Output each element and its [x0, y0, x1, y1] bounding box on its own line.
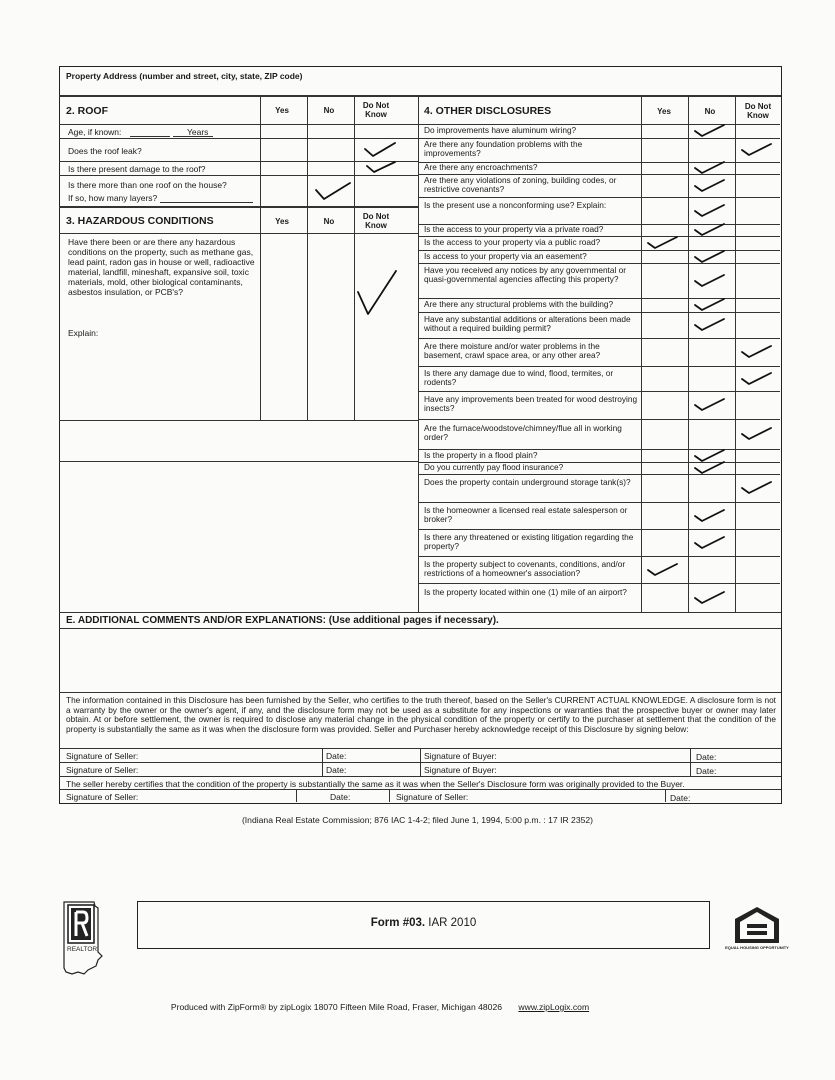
- form-version: IAR 2010: [428, 917, 477, 929]
- seller-date-4[interactable]: Date:: [670, 793, 691, 803]
- roof-layers-check: [313, 180, 353, 202]
- other-question: Is the property located within one (1) mile of an airport?: [424, 586, 627, 597]
- other-answer-check: [645, 560, 683, 580]
- buyer-sig-1[interactable]: Signature of Buyer:: [424, 751, 497, 761]
- other-answer-check: [692, 201, 730, 221]
- row-line: [418, 338, 780, 339]
- roof-q-leak: Does the roof leak?: [68, 146, 142, 156]
- roof-damage-check: [364, 160, 398, 176]
- other-answer-check: [739, 424, 777, 444]
- other-question: Are there any structural problems with the building?: [424, 299, 614, 309]
- seller-sig-2[interactable]: Signature of Seller:: [66, 765, 139, 775]
- other-question: Is access to your property via an easement?: [424, 250, 587, 261]
- other-answer-check: [692, 588, 730, 608]
- other-answer-check: [645, 233, 683, 253]
- seller-date-3[interactable]: Date:: [330, 792, 351, 802]
- col-line: [260, 96, 261, 420]
- equal-housing-logo: [725, 905, 789, 955]
- section-line: [59, 692, 781, 693]
- roof-years-label: Years: [187, 127, 209, 137]
- row-line: [418, 419, 780, 420]
- col-line: [690, 748, 691, 776]
- disclosure-form: [59, 66, 782, 804]
- indiana-realtor-logo: [58, 900, 114, 982]
- row-line: [418, 197, 780, 198]
- other-answer-check: [692, 220, 730, 240]
- other-question: Have any improvements been treated for wood destroying insects?: [424, 394, 638, 414]
- roof-age-label: Age, if known:: [68, 127, 122, 137]
- other-col-no: No: [704, 107, 716, 116]
- buyer-sig-2[interactable]: Signature of Buyer:: [424, 765, 497, 775]
- other-question: Have any substantial additions or alterations been made without a required building permit?: [424, 314, 631, 334]
- divider: [59, 95, 781, 97]
- other-answer-check: [692, 506, 730, 526]
- ziplogix-link[interactable]: www.zipLogix.com: [518, 1002, 590, 1012]
- eho-logo-text: EQUAL HOUSING OPPORTUNITY: [725, 945, 789, 950]
- section-line: [59, 461, 418, 462]
- other-answer-check: [739, 342, 777, 362]
- form-id: [137, 917, 710, 929]
- row-line: [59, 789, 781, 790]
- other-answer-check: [692, 295, 730, 315]
- other-question: Is the property subject to covenants, conditions, and/or restrictions of a homeowner's association?: [424, 558, 626, 578]
- row-line: [59, 233, 418, 234]
- section-line: [59, 612, 781, 613]
- comments-title: E. ADDITIONAL COMMENTS AND/OR EXPLANATIONS: (Use additional pages if necessary).: [66, 615, 499, 626]
- other-question: Is the homeowner a licensed real estate salesperson or broker?: [424, 504, 628, 524]
- other-question: Is the present use a nonconforming use? Explain:: [424, 199, 607, 210]
- row-line: [418, 556, 780, 557]
- form-number: Form #03.: [370, 917, 426, 929]
- other-question: Have you received any notices by any governmental or quasi-governmental agencies affecting this property?: [424, 264, 627, 284]
- row-line: [418, 502, 780, 503]
- col-line: [322, 748, 323, 776]
- section-line: [59, 628, 781, 629]
- other-question: Is there any damage due to wind, flood, termites, or rodents?: [424, 367, 614, 387]
- other-question: Do improvements have aluminum wiring?: [424, 125, 577, 135]
- row-line: [59, 124, 418, 125]
- roof-col-yes: Yes: [275, 106, 289, 115]
- other-question: Is the access to your property via a private road?: [424, 224, 604, 234]
- other-answer-check: [692, 458, 730, 478]
- hazard-col-no: No: [323, 217, 335, 226]
- seller-sig-4[interactable]: Signature of Seller:: [396, 792, 469, 802]
- roof-q-layers: Is there more than one roof on the house?: [68, 180, 227, 190]
- other-answer-check: [692, 315, 730, 335]
- property-address-label: Property Address (number and street, city, state, ZIP code): [66, 71, 303, 81]
- recertification-text: The seller hereby certifies that the condition of the property is substantially the same as it was when the Seller's Disclosure form was originally provided to the Buyer.: [66, 779, 685, 789]
- other-col-dnk: Do Not Know: [744, 102, 772, 120]
- seller-date-1[interactable]: Date:: [326, 751, 347, 761]
- row-line: [59, 138, 418, 139]
- other-question: Are there moisture and/or water problems in the basement, crawl space area, or any other area?: [424, 341, 601, 361]
- other-question: Is the access to your property via a public road?: [424, 237, 601, 247]
- col-line: [354, 96, 355, 420]
- citation: (Indiana Real Estate Commission; 876 IAC 1-4-2; filed June 1, 1994, 5:00 p.m. : 17 IR 2352): [241, 815, 594, 825]
- hazard-check: [355, 268, 399, 318]
- other-answer-check: [692, 271, 730, 291]
- row-line: [59, 776, 781, 777]
- other-answer-check: [739, 140, 777, 160]
- roof-title: 2. ROOF: [66, 105, 109, 117]
- roof-col-no: No: [323, 106, 335, 115]
- buyer-date-1[interactable]: Date:: [696, 752, 717, 762]
- other-question: Are the furnace/woodstove/chimney/flue all in working order?: [424, 423, 622, 443]
- row-line: [418, 529, 780, 530]
- age-blank: [130, 136, 170, 137]
- hazard-col-yes: Yes: [275, 217, 289, 226]
- other-answer-check: [692, 395, 730, 415]
- other-question: Do you currently pay flood insurance?: [424, 462, 564, 472]
- section-line: [59, 206, 418, 208]
- other-question: Does the property contain underground storage tank(s)?: [424, 477, 631, 487]
- layers-blank: [160, 202, 253, 203]
- col-line: [420, 748, 421, 776]
- other-title: 4. OTHER DISCLOSURES: [424, 105, 552, 117]
- roof-leak-check: [362, 140, 398, 160]
- certification-text: The information contained in this Disclosure has been furnished by the Seller, who certifies to the truth thereof, based on the Seller's CURRENT ACTUAL KNOWLEDGE. A disclosure form is not a warranty by the owner or the owner's agent, if any, and the disclosure form may not be used as a substitute for any inspections or warranties that the prospective buyer or owner may later obtain. At or before settlement, the owner is required to disclose any material change in the physical condition of the property or certify to the purchaser at settlement that the condition of the property is substantially the same as it was when the disclosure form was provided. Seller and Purchaser hereby acknowledge receipt of this Disclosure by signing below:: [66, 695, 776, 735]
- col-line: [389, 789, 390, 802]
- other-question: Are there any foundation problems with the improvements?: [424, 139, 583, 159]
- other-question: Is there any threatened or existing litigation regarding the property?: [424, 531, 634, 551]
- other-question: Are there any violations of zoning, building codes, or restrictive covenants?: [424, 174, 617, 194]
- other-answer-check: [692, 533, 730, 553]
- other-answer-check: [739, 369, 777, 389]
- roof-q-damage: Is there present damage to the roof?: [68, 164, 206, 174]
- roof-col-dnk: Do Not Know: [362, 101, 390, 119]
- other-answer-check: [739, 478, 777, 498]
- row-line: [418, 583, 780, 584]
- col-line: [307, 96, 308, 420]
- other-answer-check: [692, 247, 730, 267]
- roof-q-layers-count: If so, how many layers?: [68, 193, 158, 203]
- section-line: [59, 420, 418, 421]
- seller-date-2[interactable]: Date:: [326, 765, 347, 775]
- col-line: [296, 789, 297, 802]
- hazard-explain-label: Explain:: [68, 328, 99, 338]
- other-col-yes: Yes: [657, 107, 671, 116]
- col-line: [665, 789, 666, 802]
- other-answer-check: [692, 121, 730, 141]
- buyer-date-2[interactable]: Date:: [696, 766, 717, 776]
- hazard-question: Have there been or are there any hazardous conditions on the property, such as methane gas, lead paint, radon gas in house or well, radioactive material, landfill, mineshaft, expansive soil, toxic materials, mold, other biological contaminants, asbestos insulation, or PCB's?: [68, 237, 255, 297]
- hazard-title: 3. HAZARDOUS CONDITIONS: [66, 215, 214, 227]
- seller-sig-1[interactable]: Signature of Seller:: [66, 751, 139, 761]
- realtor-logo-text: REALTOR: [67, 946, 98, 953]
- row-line: [418, 366, 780, 367]
- other-question: Are there any encroachments?: [424, 162, 538, 172]
- hazard-col-dnk: Do Not Know: [362, 212, 390, 230]
- other-answer-check: [692, 176, 730, 196]
- produced-text: Produced with ZipForm® by zipLogix 18070 Fifteen Mile Road, Fraser, Michigan 48026: [170, 1002, 503, 1012]
- row-line: [418, 391, 780, 392]
- other-question: Is the property in a flood plain?: [424, 449, 538, 460]
- produced-by: [0, 1002, 760, 1012]
- seller-sig-3[interactable]: Signature of Seller:: [66, 792, 139, 802]
